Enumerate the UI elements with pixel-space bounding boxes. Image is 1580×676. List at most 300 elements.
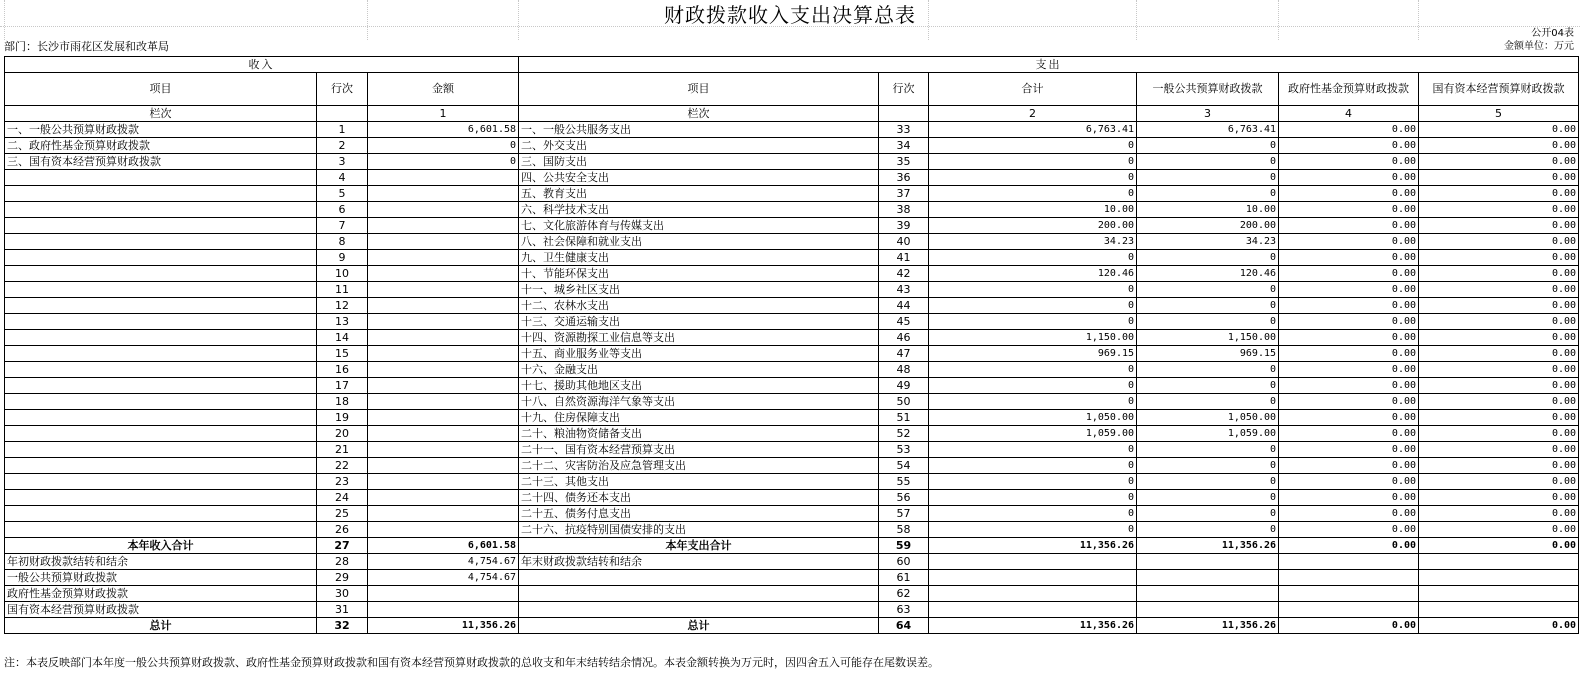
- cell-income-item: [5, 378, 317, 394]
- cell-state-capital: 0.00: [1419, 362, 1579, 378]
- cell-gov-fund: [1279, 602, 1419, 618]
- table-row: [5, 282, 1579, 298]
- cell-income-item: [5, 186, 317, 202]
- cell-income-amount: [368, 218, 519, 234]
- cell-income-item: 国有资本经营预算财政拨款: [5, 602, 317, 618]
- cell-income-line: 2: [317, 138, 368, 154]
- cell-state-capital: 0.00: [1419, 442, 1579, 458]
- cell-income-line: 27: [317, 538, 368, 554]
- table-row: [5, 250, 1579, 266]
- table-row: [5, 266, 1579, 282]
- cell-state-capital: 0.00: [1419, 266, 1579, 282]
- cell-expense-total: 0: [929, 362, 1137, 378]
- cell-general-budget: 0: [1137, 490, 1279, 506]
- section-header-row: [5, 57, 1579, 73]
- col-index-gov-fund: 4: [1279, 106, 1419, 122]
- cell-general-budget: 0: [1137, 442, 1279, 458]
- department-label: 部门：长沙市雨花区发展和改革局: [4, 40, 169, 53]
- cell-expense-line: 62: [879, 586, 929, 602]
- cell-general-budget: 1,059.00: [1137, 426, 1279, 442]
- cell-expense-line: 51: [879, 410, 929, 426]
- cell-income-line: 30: [317, 586, 368, 602]
- cell-income-line: 20: [317, 426, 368, 442]
- cell-general-budget: 0: [1137, 506, 1279, 522]
- cell-income-line: 1: [317, 122, 368, 138]
- table-row: [5, 378, 1579, 394]
- cell-gov-fund: 0.00: [1279, 538, 1419, 554]
- cell-expense-total: 1,150.00: [929, 330, 1137, 346]
- table-row: [5, 490, 1579, 506]
- cell-expense-line: 56: [879, 490, 929, 506]
- cell-income-amount: [368, 202, 519, 218]
- amount-unit: 金额单位：万元: [1504, 41, 1574, 52]
- cell-gov-fund: 0.00: [1279, 426, 1419, 442]
- cell-expense-item: 年末财政拨款结转和结余: [519, 554, 879, 570]
- cell-income-item: [5, 218, 317, 234]
- cell-general-budget: 0: [1137, 458, 1279, 474]
- cell-income-line: 19: [317, 410, 368, 426]
- cell-income-item: [5, 394, 317, 410]
- cell-income-amount: [368, 442, 519, 458]
- cell-expense-item: 二十、粮油物资储备支出: [519, 426, 879, 442]
- cell-income-line: 23: [317, 474, 368, 490]
- cell-state-capital: [1419, 554, 1579, 570]
- cell-gov-fund: 0.00: [1279, 186, 1419, 202]
- cell-state-capital: 0.00: [1419, 218, 1579, 234]
- grand-total-row: [5, 618, 1579, 634]
- table-body: [5, 57, 1579, 634]
- table-row: [5, 442, 1579, 458]
- col-header-general-budget: 一般公共预算财政拨款: [1137, 73, 1279, 106]
- cell-general-budget: 0: [1137, 298, 1279, 314]
- cell-income-amount: [368, 362, 519, 378]
- cell-gov-fund: 0.00: [1279, 346, 1419, 362]
- cell-income-amount: [368, 282, 519, 298]
- cell-expense-line: 35: [879, 154, 929, 170]
- cell-expense-line: 55: [879, 474, 929, 490]
- cell-state-capital: 0.00: [1419, 202, 1579, 218]
- table-row: [5, 138, 1579, 154]
- cell-state-capital: 0.00: [1419, 314, 1579, 330]
- col-header-state-capital: 国有资本经营预算财政拨款: [1419, 73, 1579, 106]
- cell-income-item: [5, 314, 317, 330]
- cell-income-line: 10: [317, 266, 368, 282]
- cell-gov-fund: 0.00: [1279, 442, 1419, 458]
- col-header-expense-line: 行次: [879, 73, 929, 106]
- cell-general-budget: 0: [1137, 394, 1279, 410]
- cell-expense-item: 四、公共安全支出: [519, 170, 879, 186]
- cell-expense-total: 0: [929, 154, 1137, 170]
- cell-income-item: [5, 234, 317, 250]
- cell-state-capital: 0.00: [1419, 410, 1579, 426]
- cell-income-item: [5, 506, 317, 522]
- col-index-expense-item: 栏次: [519, 106, 879, 122]
- cell-income-item: [5, 346, 317, 362]
- cell-income-line: 9: [317, 250, 368, 266]
- cell-expense-line: 44: [879, 298, 929, 314]
- cell-expense-item: 十、节能环保支出: [519, 266, 879, 282]
- cell-expense-total: 0: [929, 394, 1137, 410]
- cell-expense-total: 0: [929, 474, 1137, 490]
- cell-gov-fund: 0.00: [1279, 234, 1419, 250]
- cell-gov-fund: 0.00: [1279, 122, 1419, 138]
- cell-income-item: [5, 474, 317, 490]
- cell-expense-line: 59: [879, 538, 929, 554]
- cell-income-line: 4: [317, 170, 368, 186]
- cell-general-budget: 200.00: [1137, 218, 1279, 234]
- cell-income-line: 17: [317, 378, 368, 394]
- cell-general-budget: 0: [1137, 186, 1279, 202]
- cell-income-amount: [368, 394, 519, 410]
- cell-income-amount: [368, 186, 519, 202]
- cell-gov-fund: 0.00: [1279, 394, 1419, 410]
- cell-expense-item: 二十三、其他支出: [519, 474, 879, 490]
- cell-state-capital: [1419, 570, 1579, 586]
- cell-gov-fund: 0.00: [1279, 474, 1419, 490]
- cell-income-line: 15: [317, 346, 368, 362]
- cell-income-item: [5, 266, 317, 282]
- cell-general-budget: 0: [1137, 314, 1279, 330]
- cell-income-line: 24: [317, 490, 368, 506]
- cell-expense-item: 二十二、灾害防治及应急管理支出: [519, 458, 879, 474]
- cell-income-item: [5, 458, 317, 474]
- cell-general-budget: 0: [1137, 170, 1279, 186]
- cell-income-amount: [368, 410, 519, 426]
- subtotal-row: [5, 538, 1579, 554]
- cell-state-capital: 0.00: [1419, 346, 1579, 362]
- cell-income-amount: [368, 250, 519, 266]
- cell-income-item: [5, 170, 317, 186]
- cell-expense-total: [929, 586, 1137, 602]
- cell-expense-item: 一、一般公共服务支出: [519, 122, 879, 138]
- cell-income-item: 三、国有资本经营预算财政拨款: [5, 154, 317, 170]
- cell-expense-total: 0: [929, 250, 1137, 266]
- cell-gov-fund: 0.00: [1279, 522, 1419, 538]
- cell-expense-total: 6,763.41: [929, 122, 1137, 138]
- cell-expense-total: [929, 570, 1137, 586]
- cell-gov-fund: 0.00: [1279, 506, 1419, 522]
- cell-general-budget: 0: [1137, 154, 1279, 170]
- cell-income-amount: [368, 426, 519, 442]
- cell-expense-total: 0: [929, 458, 1137, 474]
- cell-expense-line: 40: [879, 234, 929, 250]
- cell-state-capital: 0.00: [1419, 426, 1579, 442]
- cell-expense-total: 0: [929, 138, 1137, 154]
- cell-general-budget: 10.00: [1137, 202, 1279, 218]
- cell-expense-line: 39: [879, 218, 929, 234]
- cell-gov-fund: [1279, 586, 1419, 602]
- table-row: [5, 522, 1579, 538]
- cell-expense-item: 二十六、抗疫特别国债安排的支出: [519, 522, 879, 538]
- cell-expense-line: 36: [879, 170, 929, 186]
- cell-gov-fund: 0.00: [1279, 170, 1419, 186]
- table-row: [5, 410, 1579, 426]
- cell-expense-total: 0: [929, 522, 1137, 538]
- cell-state-capital: 0.00: [1419, 474, 1579, 490]
- cell-expense-line: 53: [879, 442, 929, 458]
- cell-income-item: [5, 330, 317, 346]
- cell-gov-fund: 0.00: [1279, 282, 1419, 298]
- cell-gov-fund: 0.00: [1279, 154, 1419, 170]
- cell-state-capital: 0.00: [1419, 506, 1579, 522]
- cell-income-amount: [368, 314, 519, 330]
- col-header-income-line: 行次: [317, 73, 368, 106]
- cell-expense-total: 10.00: [929, 202, 1137, 218]
- cell-expense-total: 0: [929, 506, 1137, 522]
- report-title: 财政拨款收入支出决算总表: [664, 3, 916, 27]
- cell-income-item: [5, 282, 317, 298]
- cell-state-capital: 0.00: [1419, 522, 1579, 538]
- cell-expense-item: 八、社会保障和就业支出: [519, 234, 879, 250]
- cell-expense-total: 1,050.00: [929, 410, 1137, 426]
- cell-gov-fund: 0.00: [1279, 250, 1419, 266]
- table-row: [5, 122, 1579, 138]
- cell-state-capital: 0.00: [1419, 330, 1579, 346]
- cell-expense-item: 总计: [519, 618, 879, 634]
- cell-general-budget: 120.46: [1137, 266, 1279, 282]
- cell-income-amount: [368, 170, 519, 186]
- cell-income-item: 二、政府性基金预算财政拨款: [5, 138, 317, 154]
- cell-expense-item: 九、卫生健康支出: [519, 250, 879, 266]
- cell-income-line: 29: [317, 570, 368, 586]
- cell-expense-item: 十八、自然资源海洋气象等支出: [519, 394, 879, 410]
- cell-income-amount: [368, 506, 519, 522]
- carryover-row: [5, 570, 1579, 586]
- cell-gov-fund: 0.00: [1279, 490, 1419, 506]
- cell-expense-line: 46: [879, 330, 929, 346]
- cell-income-line: 13: [317, 314, 368, 330]
- cell-general-budget: 0: [1137, 282, 1279, 298]
- cell-income-line: 28: [317, 554, 368, 570]
- form-code: 公开04表: [1531, 28, 1574, 39]
- cell-gov-fund: 0.00: [1279, 458, 1419, 474]
- cell-gov-fund: [1279, 570, 1419, 586]
- cell-general-budget: [1137, 586, 1279, 602]
- col-index-expense-line: [879, 106, 929, 122]
- table-row: [5, 330, 1579, 346]
- cell-income-item: 政府性基金预算财政拨款: [5, 586, 317, 602]
- cell-state-capital: 0.00: [1419, 122, 1579, 138]
- cell-income-line: 32: [317, 618, 368, 634]
- cell-income-amount: [368, 346, 519, 362]
- cell-gov-fund: 0.00: [1279, 410, 1419, 426]
- cell-expense-line: 64: [879, 618, 929, 634]
- col-header-expense-total: 合计: [929, 73, 1137, 106]
- cell-state-capital: [1419, 602, 1579, 618]
- cell-state-capital: 0.00: [1419, 490, 1579, 506]
- cell-general-budget: [1137, 570, 1279, 586]
- cell-general-budget: 11,356.26: [1137, 538, 1279, 554]
- cell-general-budget: 0: [1137, 362, 1279, 378]
- table-row: [5, 314, 1579, 330]
- col-index-income-item: 栏次: [5, 106, 317, 122]
- title-area: [0, 0, 1580, 40]
- cell-expense-total: 1,059.00: [929, 426, 1137, 442]
- table-row: [5, 458, 1579, 474]
- cell-general-budget: 6,763.41: [1137, 122, 1279, 138]
- cell-expense-line: 43: [879, 282, 929, 298]
- cell-general-budget: 34.23: [1137, 234, 1279, 250]
- cell-expense-item: 二十五、债务付息支出: [519, 506, 879, 522]
- cell-income-line: 3: [317, 154, 368, 170]
- table-row: [5, 218, 1579, 234]
- cell-expense-total: 0: [929, 282, 1137, 298]
- cell-income-amount: 6,601.58: [368, 122, 519, 138]
- cell-expense-line: 52: [879, 426, 929, 442]
- cell-gov-fund: 0.00: [1279, 298, 1419, 314]
- cell-gov-fund: 0.00: [1279, 330, 1419, 346]
- cell-state-capital: 0.00: [1419, 458, 1579, 474]
- income-section-header: 收入: [5, 57, 519, 73]
- cell-general-budget: 1,150.00: [1137, 330, 1279, 346]
- cell-state-capital: 0.00: [1419, 378, 1579, 394]
- cell-income-line: 8: [317, 234, 368, 250]
- cell-expense-line: 57: [879, 506, 929, 522]
- cell-expense-total: [929, 554, 1137, 570]
- cell-income-item: 一、一般公共预算财政拨款: [5, 122, 317, 138]
- cell-gov-fund: 0.00: [1279, 218, 1419, 234]
- cell-expense-line: 37: [879, 186, 929, 202]
- cell-expense-total: 0: [929, 314, 1137, 330]
- cell-state-capital: 0.00: [1419, 170, 1579, 186]
- col-header-income-amount: 金额: [368, 73, 519, 106]
- cell-income-amount: [368, 490, 519, 506]
- cell-income-line: 5: [317, 186, 368, 202]
- cell-expense-line: 42: [879, 266, 929, 282]
- table-row: [5, 426, 1579, 442]
- cell-income-item: 年初财政拨款结转和结余: [5, 554, 317, 570]
- cell-income-amount: [368, 602, 519, 618]
- table-row: [5, 506, 1579, 522]
- carryover-row: [5, 602, 1579, 618]
- cell-state-capital: 0.00: [1419, 154, 1579, 170]
- cell-income-line: 14: [317, 330, 368, 346]
- cell-expense-total: 11,356.26: [929, 538, 1137, 554]
- cell-income-item: [5, 250, 317, 266]
- cell-expense-item: 十四、资源勘探工业信息等支出: [519, 330, 879, 346]
- cell-state-capital: 0.00: [1419, 138, 1579, 154]
- carryover-row: [5, 586, 1579, 602]
- cell-income-amount: 4,754.67: [368, 554, 519, 570]
- table-row: [5, 298, 1579, 314]
- table-row: [5, 154, 1579, 170]
- cell-expense-line: 45: [879, 314, 929, 330]
- cell-general-budget: 0: [1137, 522, 1279, 538]
- cell-gov-fund: 0.00: [1279, 314, 1419, 330]
- carryover-row: [5, 554, 1579, 570]
- cell-expense-line: 63: [879, 602, 929, 618]
- cell-state-capital: 0.00: [1419, 298, 1579, 314]
- cell-expense-line: 50: [879, 394, 929, 410]
- cell-expense-total: 120.46: [929, 266, 1137, 282]
- col-index-income-amount: 1: [368, 106, 519, 122]
- cell-expense-item: 十七、援助其他地区支出: [519, 378, 879, 394]
- cell-expense-item: 六、科学技术支出: [519, 202, 879, 218]
- cell-expense-line: 49: [879, 378, 929, 394]
- table-row: [5, 394, 1579, 410]
- cell-expense-item: 七、文化旅游体育与传媒支出: [519, 218, 879, 234]
- cell-income-line: 7: [317, 218, 368, 234]
- cell-expense-line: 47: [879, 346, 929, 362]
- cell-income-amount: [368, 378, 519, 394]
- cell-income-amount: 4,754.67: [368, 570, 519, 586]
- cell-expense-total: 11,356.26: [929, 618, 1137, 634]
- cell-income-item: [5, 442, 317, 458]
- cell-expense-total: 200.00: [929, 218, 1137, 234]
- cell-income-amount: [368, 330, 519, 346]
- cell-state-capital: 0.00: [1419, 618, 1579, 634]
- cell-expense-line: 58: [879, 522, 929, 538]
- cell-expense-total: 0: [929, 298, 1137, 314]
- cell-expense-line: 34: [879, 138, 929, 154]
- cell-income-amount: 0: [368, 154, 519, 170]
- cell-income-amount: [368, 522, 519, 538]
- cell-income-amount: [368, 266, 519, 282]
- cell-income-line: 22: [317, 458, 368, 474]
- cell-gov-fund: [1279, 554, 1419, 570]
- table-row: [5, 362, 1579, 378]
- cell-expense-item: 二、外交支出: [519, 138, 879, 154]
- cell-income-item: [5, 410, 317, 426]
- table-row: [5, 234, 1579, 250]
- cell-state-capital: 0.00: [1419, 186, 1579, 202]
- cell-income-amount: 6,601.58: [368, 538, 519, 554]
- col-header-income-item: 项目: [5, 73, 317, 106]
- cell-expense-total: 0: [929, 490, 1137, 506]
- cell-expense-item: [519, 602, 879, 618]
- cell-expense-line: 38: [879, 202, 929, 218]
- cell-expense-line: 48: [879, 362, 929, 378]
- cell-general-budget: [1137, 554, 1279, 570]
- cell-expense-total: 969.15: [929, 346, 1137, 362]
- cell-expense-line: 60: [879, 554, 929, 570]
- cell-expense-item: 二十四、债务还本支出: [519, 490, 879, 506]
- cell-expense-item: [519, 570, 879, 586]
- cell-income-line: 12: [317, 298, 368, 314]
- cell-expense-total: 34.23: [929, 234, 1137, 250]
- cell-expense-line: 41: [879, 250, 929, 266]
- col-index-income-line: [317, 106, 368, 122]
- cell-income-line: 18: [317, 394, 368, 410]
- cell-general-budget: 11,356.26: [1137, 618, 1279, 634]
- col-header-expense-item: 项目: [519, 73, 879, 106]
- cell-income-amount: 11,356.26: [368, 618, 519, 634]
- cell-gov-fund: 0.00: [1279, 362, 1419, 378]
- cell-gov-fund: 0.00: [1279, 378, 1419, 394]
- cell-state-capital: 0.00: [1419, 282, 1579, 298]
- cell-income-line: 16: [317, 362, 368, 378]
- cell-expense-item: 十一、城乡社区支出: [519, 282, 879, 298]
- cell-income-line: 26: [317, 522, 368, 538]
- cell-income-amount: 0: [368, 138, 519, 154]
- cell-income-item: 总计: [5, 618, 317, 634]
- expense-section-header: 支出: [519, 57, 1579, 73]
- table-row: [5, 474, 1579, 490]
- cell-expense-item: 十二、农林水支出: [519, 298, 879, 314]
- cell-general-budget: 0: [1137, 378, 1279, 394]
- cell-income-item: [5, 522, 317, 538]
- cell-state-capital: 0.00: [1419, 538, 1579, 554]
- table-row: [5, 186, 1579, 202]
- report-table: [4, 56, 1579, 634]
- cell-expense-total: 0: [929, 186, 1137, 202]
- cell-expense-item: 五、教育支出: [519, 186, 879, 202]
- cell-income-amount: [368, 586, 519, 602]
- cell-expense-item: 十五、商业服务业等支出: [519, 346, 879, 362]
- cell-expense-line: 54: [879, 458, 929, 474]
- cell-state-capital: 0.00: [1419, 394, 1579, 410]
- cell-expense-total: 0: [929, 378, 1137, 394]
